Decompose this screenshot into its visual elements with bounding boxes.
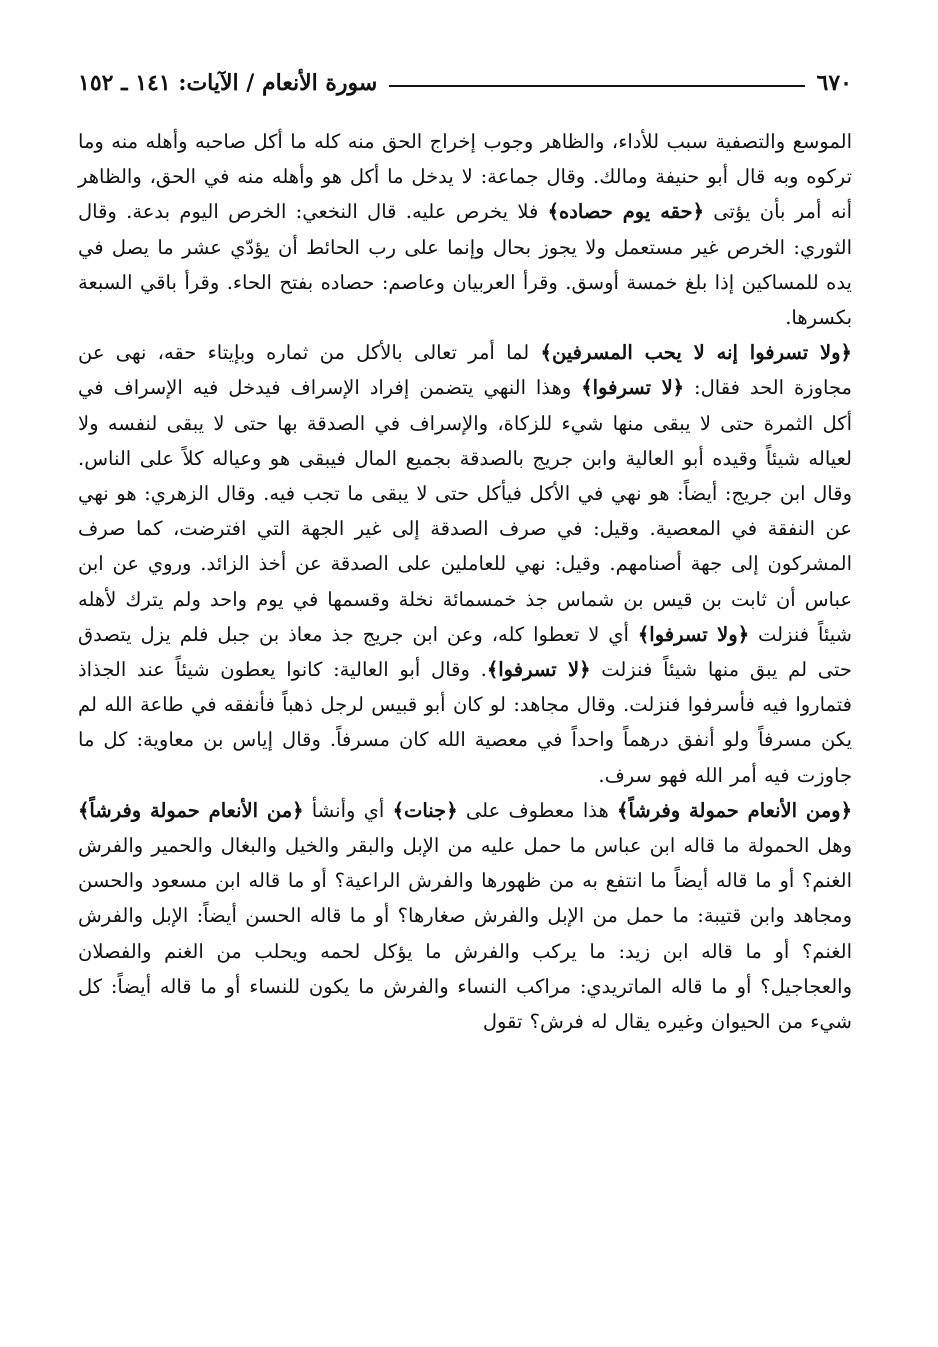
quran-quote: ﴿جنات﴾ [392,798,458,822]
quran-quote: ﴿ولا تسرفوا إنه لا يحب المسرفين﴾ [540,341,852,365]
header-rule [389,85,804,87]
quran-quote: ﴿ومن الأنعام حمولة وفرشاً﴾ [617,798,853,822]
quran-quote: ﴿من الأنعام حمولة وفرشاً﴾ [78,798,304,822]
book-page [78,66,852,1296]
running-title: سورة الأنعام / الآيات: ١٤١ ـ ١٥٢ [78,70,378,96]
text-run: أي وأنشأ [303,798,393,822]
quran-quote: ﴿لا تسرفوا﴾ [486,658,591,682]
paragraph [78,335,852,793]
text-run: . وقال أبو العالية: كانوا يعطون شيئاً عند الجذاذ فتماروا فيه فأسرفوا فنزلت. وقال مجاهد: لو كان أبو قبيس لرجل ذهباً فأنفقه في طاعة الله لم يكن مسرفاً ولو أنفق درهماً واحداً في معصية الله كان مسرفاً. وقال إياس بن معاوية: كل ما جاوزت فيه أمر الله فهو سرف. [78,658,852,787]
body-text [78,124,852,1039]
paragraph [78,124,852,335]
quran-quote: ﴿ولا تسرفوا﴾ [637,622,750,646]
text-run: هذا معطوف على [457,798,618,822]
text-run: فلا يخرص عليه. قال النخعي: الخرص اليوم بدعة. وقال الثوري: الخرص غير مستعمل ولا يجوز بحال وإنما على رب الحائط أن يؤدّي عشر ما يصل في يده للمساكين إذا بلغ خمسة أوسق. وقرأ العربيان وعاصم: حصاده بفتح الحاء. وقرأ باقي السبعة بكسرها. [78,200,852,330]
paragraph [78,793,852,1039]
page-number: ٦٧٠ [816,70,852,96]
text-run: الموسع والتصفية سبب للأداء، والظاهر وجوب إخراج الحق منه كله ما أكل صاحبه وأهله منه وما تركوه وبه قال أبو حنيفة ومالك. وقال جماعة: لا يدخل ما أكل هو وأهله منه في الحق، والظاهر أنه أمر بأن يؤتى [78,130,852,224]
text-run: أي لا تعطوا كله، وعن ابن جريج جذ معاذ بن جبل فلم يزل يتصدق حتى لم يبق منها شيئاً فنزلت [78,622,852,682]
quran-quote: ﴿حقه يوم حصاده﴾ [547,200,704,224]
text-run: وهذا النهي يتضمن إفراد الإسراف فيدخل فيه الإسراف في أكل الثمرة حتى لا يبقى منها شيء للزكاة، والإسراف في الصدقة بها حتى لا يبقى لنفسه ولا لعياله شيئاً وقيده أبو العالية وابن جريج بالصدقة بجميع المال فيبقى هو وعياله كلاً على الناس. وقال ابن جريج: أيضاً: هو نهي في الأكل فيأكل حتى لا يبقى ما تجب فيه. وقال الزهري: هو نهي عن النفقة في المعصية. وقيل: في صرف الصدقة إلى غير الجهة التي افترضت، كما صرف المشركون إلى جهة أصنامهم. وقيل: نهي للعاملين على الصدقة عن أخذ الزائد. وروي عن ابن عباس أن ثابت بن قيس بن شماس جذ خمسمائة نخلة وقسمها في يوم واحد ولم يترك لأهله شيئاً فنزلت [78,376,852,646]
text-run: لما أمر تعالى بالأكل من ثماره وبإيتاء حقه، نهى عن مجاوزة الحد فقال: [78,341,852,400]
page-header [78,66,852,100]
text-run: وهل الحمولة ما قاله ابن عباس ما حمل عليه من الإبل والبقر والخيل والبغال والحمير والفرش الغنم؟ أو ما قاله أيضاً ما انتفع به من ظهورها والفرش الراعية؟ أو ما قاله ابن مسعود والحسن ومجاهد وابن قتيبة: ما حمل من الإبل والفرش صغارها؟ أو ما قاله الحسن أيضاً: الإبل والفرش الغنم؟ أو ما قاله ابن زيد: ما يركب والفرش ما يؤكل لحمه ويحلب من الغنم والفصلان والعجاجيل؟ أو ما قاله الماتريدي: مراكب النساء والفرش ما يكون للنساء أو ما قاله أيضاً: كل شيء من الحيوان وغيره يقال له فرش؟ تقول [78,834,852,1034]
quran-quote: ﴿لا تسرفوا﴾ [581,376,685,400]
